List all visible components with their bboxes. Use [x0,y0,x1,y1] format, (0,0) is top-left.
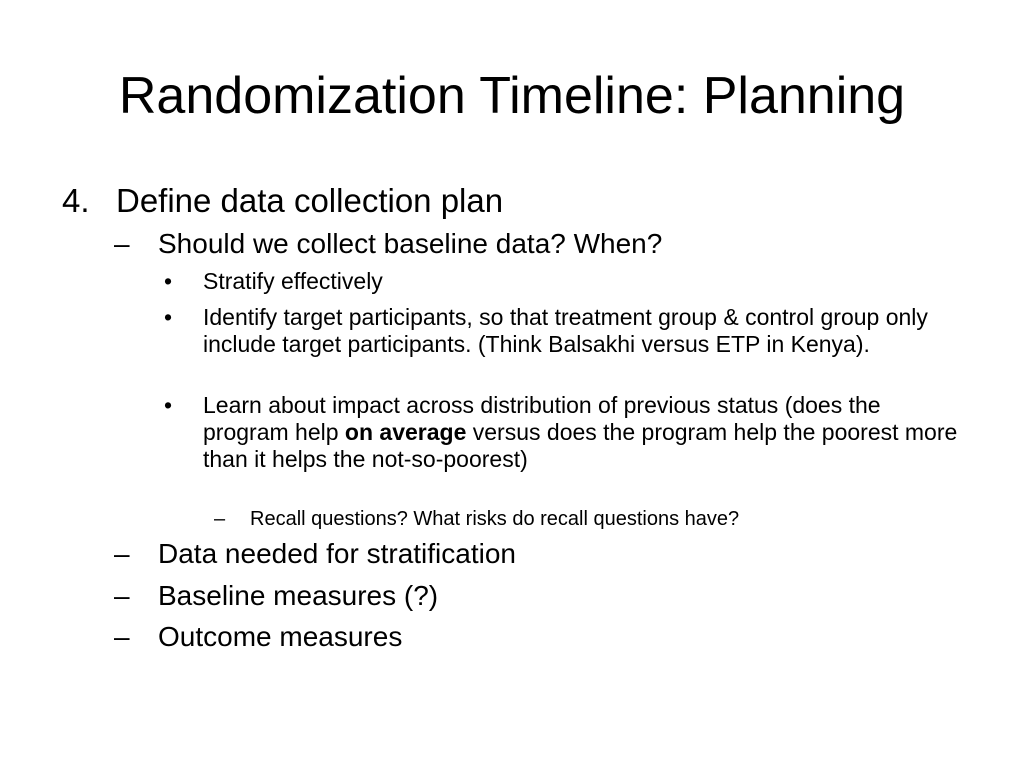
bullet-marker: • [164,304,173,330]
bullet-item [164,304,964,385]
item-text [203,392,963,473]
sub-sub-item [214,507,994,531]
item-text: Stratify effectively [203,268,383,294]
bullet-item [164,392,964,500]
dash-marker: – [114,621,130,652]
bullet-marker: • [164,268,173,294]
sub-item [114,228,964,260]
bold-text: on average [344,419,467,445]
item-text: Identify target participants, so that treatment group & control group only include target participants. (Think Balsakhi versus ETP in Kenya). [203,304,928,357]
bullet-marker: • [164,392,173,418]
item-number: 4. [62,182,90,219]
sub-item [114,538,964,570]
slide-title: Randomization Timeline: Planning [118,67,906,125]
dash-marker: – [114,228,130,259]
bullet-item [164,268,964,295]
dash-marker: – [114,580,130,611]
sub-item [114,621,964,653]
dash-marker: – [214,508,226,530]
dash-marker: – [114,538,130,569]
text-part: Learn about impact across distribution of previous status (does the program help [203,392,881,445]
item-text: Define data collection plan [116,182,504,219]
item-text: Recall questions? What risks do recall questions have? [250,508,740,530]
item-text: Outcome measures [158,621,403,652]
text-part: versus does the program help the poorest more than it helps the not-so-poorest) [203,419,958,472]
numbered-item [62,183,962,219]
item-text: Baseline measures (?) [158,580,439,611]
item-text: Data needed for stratification [158,538,516,569]
sub-item [114,580,964,612]
item-text: Should we collect baseline data? When? [158,228,663,259]
